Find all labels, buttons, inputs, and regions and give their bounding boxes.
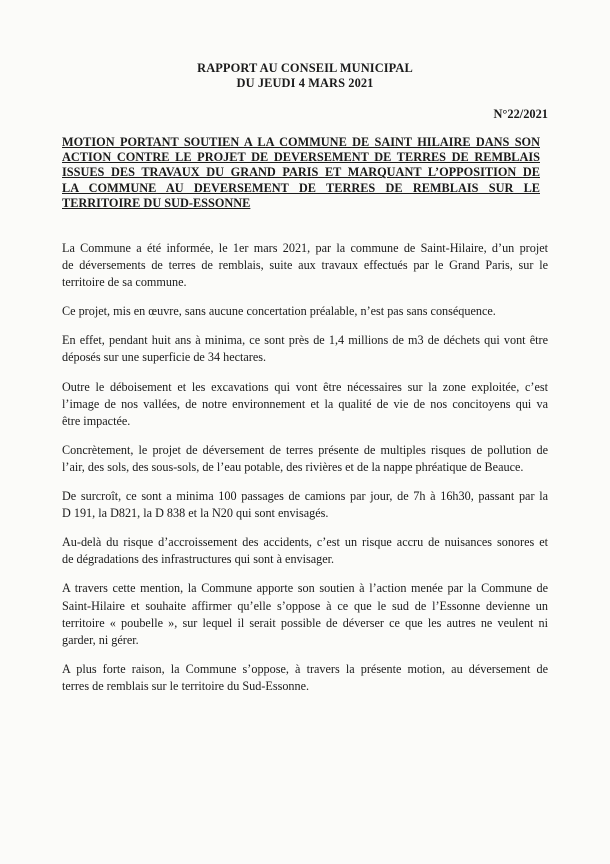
paragraph-line: A plus forte raison, la Commune s’oppose, à travers la présente motion, au déversement de: [62, 661, 548, 676]
paragraph-line: Saint-Hilaire et souhaite affirmer qu’elle s’oppose à ce que le sud de l’Essonne devienne un: [62, 598, 548, 613]
paragraph-line: terres de remblais sur le territoire du Sud-Essonne.: [62, 678, 310, 693]
paragraph-line: de déversements de terres de remblais, suite aux travaux effectués par le Grand Paris, sur le: [62, 258, 548, 273]
paragraph-line: garder, ni gérer.: [62, 632, 139, 647]
paragraph-line: D 191, la D821, la D 838 et la N20 qui sont envisagés.: [62, 506, 329, 521]
paragraph-line: territoire « poubelle », sur lequel il serait possible de déverser ce que les autres ne veulent ni: [62, 615, 548, 630]
paragraph: [62, 240, 548, 291]
paragraph-line: l’air, des sols, des sous-sols, de l’eau potable, des rivières et de la nappe phréatique de Beauce.: [62, 459, 524, 474]
paragraph-line: être impactée.: [62, 413, 131, 428]
paragraph-line: A travers cette mention, la Commune apporte son soutien à l’action menée par la Commune de: [62, 581, 548, 596]
paragraph-line: l’image de nos vallées, de notre environnement et la qualité de vie de nos concitoyens qui va: [62, 396, 548, 411]
motion-title-line: LA COMMUNE AU DEVERSEMENT DE TERRES DE REMBLAIS SUR LE: [62, 180, 540, 195]
motion-title-line: ISSUES DES TRAVAUX DU GRAND PARIS ET MARQUANT L’OPPOSITION DE: [62, 165, 540, 180]
paragraph: [62, 442, 548, 476]
motion-title-line: ACTION CONTRE LE PROJET DE DEVERSEMENT DE TERRES DE REMBLAIS: [62, 150, 540, 165]
paragraph-line: déposés sur une superficie de 34 hectares.: [62, 350, 267, 365]
motion-title-line: MOTION PORTANT SOUTIEN A LA COMMUNE DE SAINT HILAIRE DANS SON: [62, 135, 540, 149]
paragraph: [62, 379, 548, 430]
report-header: [0, 61, 610, 91]
paragraph-line: Outre le déboisement et les excavations qui vont être nécessaires sur la zone exploitée, c’est: [62, 379, 548, 394]
paragraph: [62, 332, 548, 366]
report-header-line-1: RAPPORT AU CONSEIL MUNICIPAL: [197, 61, 413, 75]
motion-title: [62, 135, 540, 211]
reference-number: N°22/2021: [493, 107, 548, 121]
paragraph: [62, 488, 548, 522]
paragraph: [62, 580, 548, 648]
paragraph-line: territoire de sa commune.: [62, 275, 187, 290]
paragraph-line: de dégradations des infrastructures qui sont à envisager.: [62, 552, 335, 567]
paragraph-line: Au-delà du risque d’accroissement des accidents, c’est un risque accru de nuisances sonores et: [62, 535, 548, 550]
paragraph-line: Concrètement, le projet de déversement de terres présente de multiples risques de pollution de: [62, 442, 548, 457]
paragraph-line: Ce projet, mis en œuvre, sans aucune concertation préalable, n’est pas sans conséquence.: [62, 304, 496, 319]
paragraph: [62, 534, 548, 568]
paragraph: [62, 303, 548, 320]
report-header-line-2: DU JEUDI 4 MARS 2021: [236, 76, 374, 90]
motion-title-line: TERRITOIRE DU SUD-ESSONNE: [62, 195, 251, 210]
paragraph-line: De surcroît, ce sont a minima 100 passages de camions par jour, de 7h à 16h30, passant par la: [62, 489, 548, 504]
document-body: [62, 240, 548, 707]
paragraph: [62, 661, 548, 695]
paragraph-line: La Commune a été informée, le 1er mars 2021, par la commune de Saint-Hilaire, d’un projet: [62, 241, 548, 255]
paragraph-line: En effet, pendant huit ans à minima, ce sont près de 1,4 millions de m3 de déchets qui vont être: [62, 333, 548, 348]
